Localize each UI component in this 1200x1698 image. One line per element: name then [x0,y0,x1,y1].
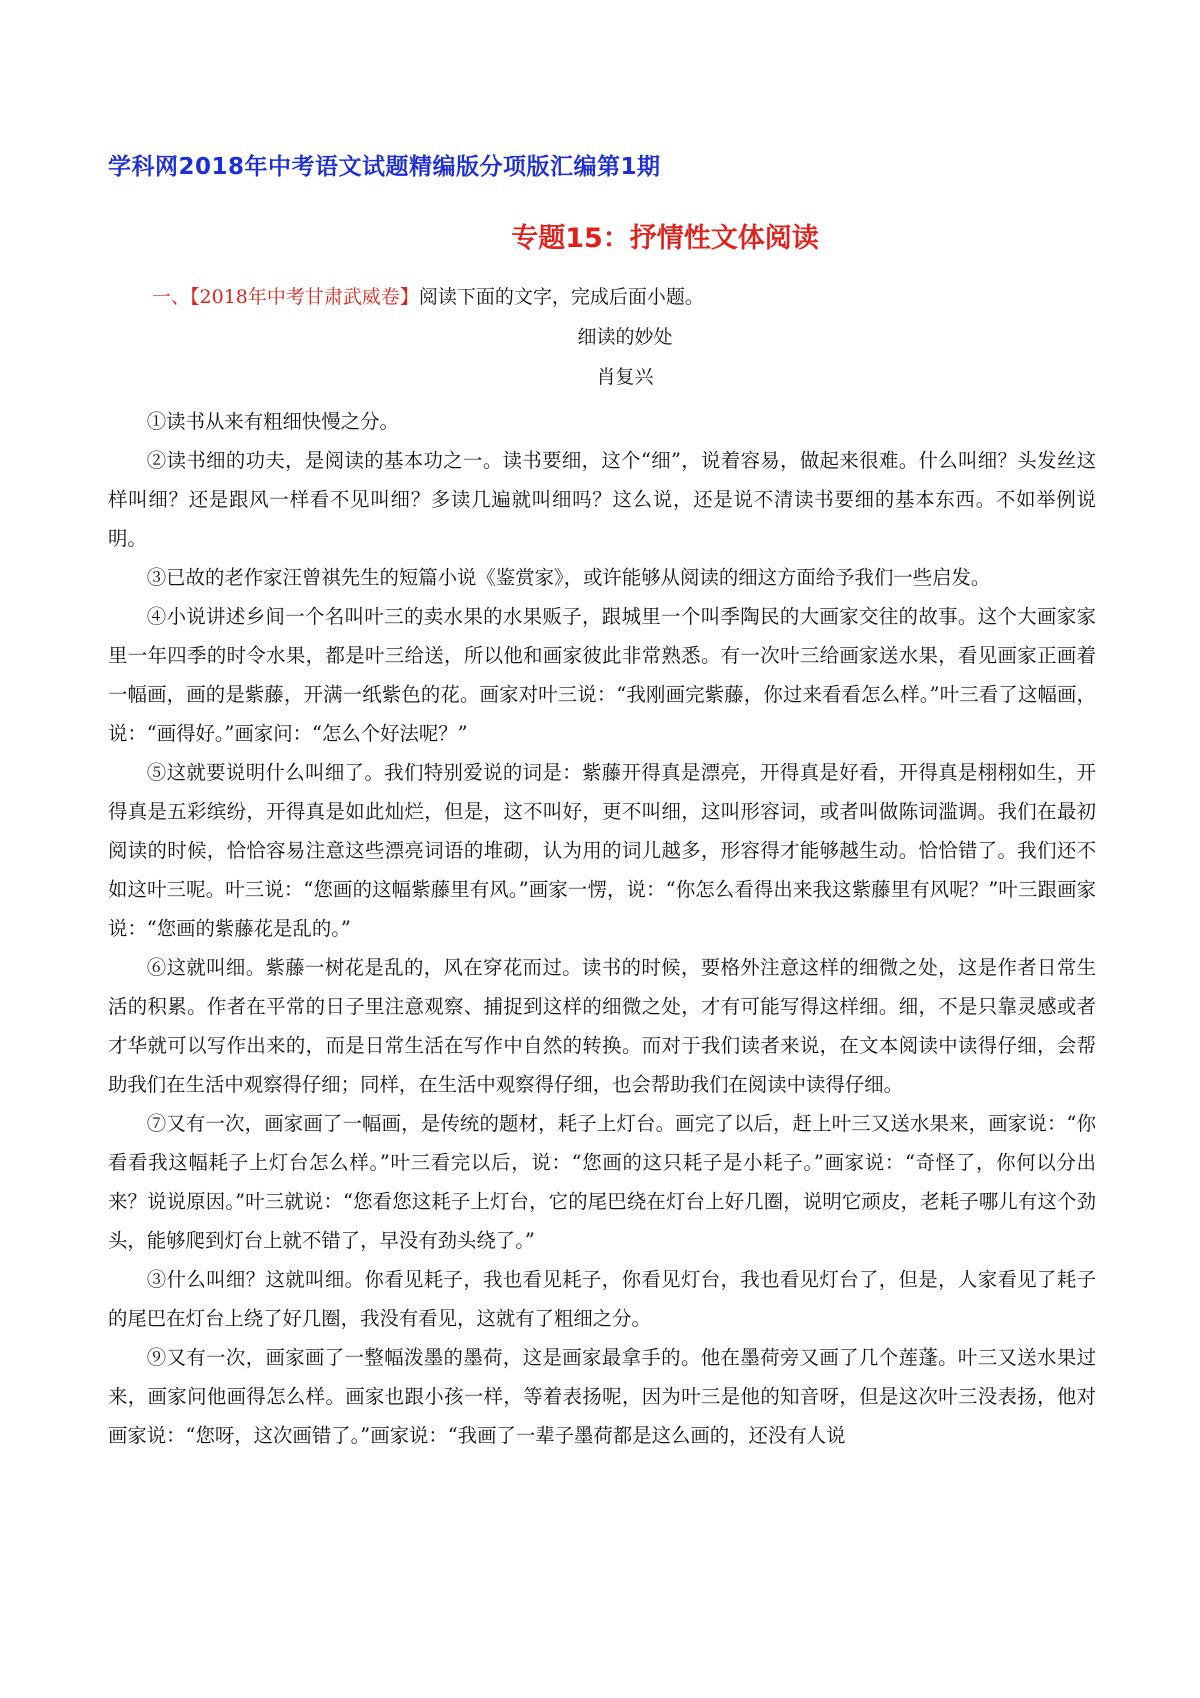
passage-author: 肖复兴 [596,366,654,388]
paragraph: ①读书从来有粗细快慢之分。 [146,410,399,433]
question-instruction: 阅读下面的文字，完成后面小题。 [418,286,704,308]
paragraph: ⑨又有一次，画家画了一整幅泼墨的墨荷，这是画家最拿手的。他在墨荷旁又画了几个莲蓬。叶三又送水果过来，画家问他画得怎么样。画家也跟小孩一样，等着表扬呢，因为叶三是他的知音呀，但是这次叶三没表扬，他对画家说：“您呀，这次画错了。”画家说：“我画了一辈子墨荷都是这么画的，还没有人说 [108,1346,1096,1447]
paragraph: ④小说讲述乡间一个名叫叶三的卖水果的水果贩子，跟城里一个叫季陶民的大画家交往的故事。这个大画家家里一年四季的时令水果，都是叶三给送，所以他和画家彼此非常熟悉。有一次叶三给画家送水果，看见画家正画着一幅画，画的是紫藤，开满一纸紫色的花。画家对叶三说：“我刚画完紫藤，你过来看看怎么样。”叶三看了这幅画，说：“画得好。”画家问：“怎么个好法呢？” [108,605,1096,745]
question-number: 一、 [152,286,191,308]
paragraph: ③什么叫细？这就叫细。你看见耗子，我也看见耗子，你看见灯台，我也看见灯台了，但是，人家看见了耗子的尾巴在灯台上绕了好几圈，我没有看见，这就有了粗细之分。 [108,1268,1096,1330]
paragraph: ②读书细的功夫，是阅读的基本功之一。读书要细，这个“细”，说着容易，做起来很难。什么叫细？头发丝这样叫细？还是跟风一样看不见叫细？多读几遍就叫细吗？这么说，还是说不清读书要细的基本东西。不如举例说明。 [108,449,1096,550]
passage-title: 细读的妙处 [577,326,673,348]
paragraph: ⑥这就叫细。紫藤一树花是乱的，风在穿花而过。读书的时候，要格外注意这样的细微之处，这是作者日常生活的积累。作者在平常的日子里注意观察、捕捉到这样的细微之处，才有可能写得这样细。细，不是只靠灵感或者才华就可以写作出来的，而是日常生活在写作中自然的转换。而对于我们读者来说，在文本阅读中读得仔细，会帮助我们在生活中观察得仔细；同样，在生活中观察得仔细，也会帮助我们在阅读中读得仔细。 [108,956,1096,1096]
passage-body [108,402,1096,1455]
collection-title: 学科网2018年中考语文试题精编版分项版汇编第1期 [108,154,661,180]
question-source: 【2018年中考甘肃武威卷】 [190,286,419,308]
paragraph: ③已故的老作家汪曾祺先生的短篇小说《鉴赏家》，或许能够从阅读的细这方面给予我们一些启发。 [146,566,991,589]
paragraph: ⑤这就要说明什么叫细了。我们特别爱说的词是：紫藤开得真是漂亮，开得真是好看，开得真是栩栩如生，开得真是五彩缤纷，开得真是如此灿烂，但是，这不叫好，更不叫细，这叫形容词，或者叫做陈词滥调。我们在最初阅读的时候，恰恰容易注意这些漂亮词语的堆砌，认为用的词儿越多，形容得才能够越生动。恰恰错了。我们还不如这叶三呢。叶三说：“您画的这幅紫藤里有风。”画家一愣，说：“你怎么看得出来我这紫藤里有风呢？”叶三跟画家说：“您画的紫藤花是乱的。” [108,761,1096,940]
question-prompt [152,282,704,309]
paragraph: ⑦又有一次，画家画了一幅画，是传统的题材，耗子上灯台。画完了以后，赶上叶三又送水果来，画家说：“你看看我这幅耗子上灯台怎么样。”叶三看完以后，说：“您画的这只耗子是小耗子。”画家说：“奇怪了，你何以分出来？说说原因。”叶三就说：“您看您这耗子上灯台，它的尾巴绕在灯台上好几圈，说明它顽皮，老耗子哪儿有这个劲头，能够爬到灯台上就不错了，早没有劲头绕了。” [108,1112,1096,1252]
topic-title: 专题15：抒情性文体阅读 [511,223,819,254]
